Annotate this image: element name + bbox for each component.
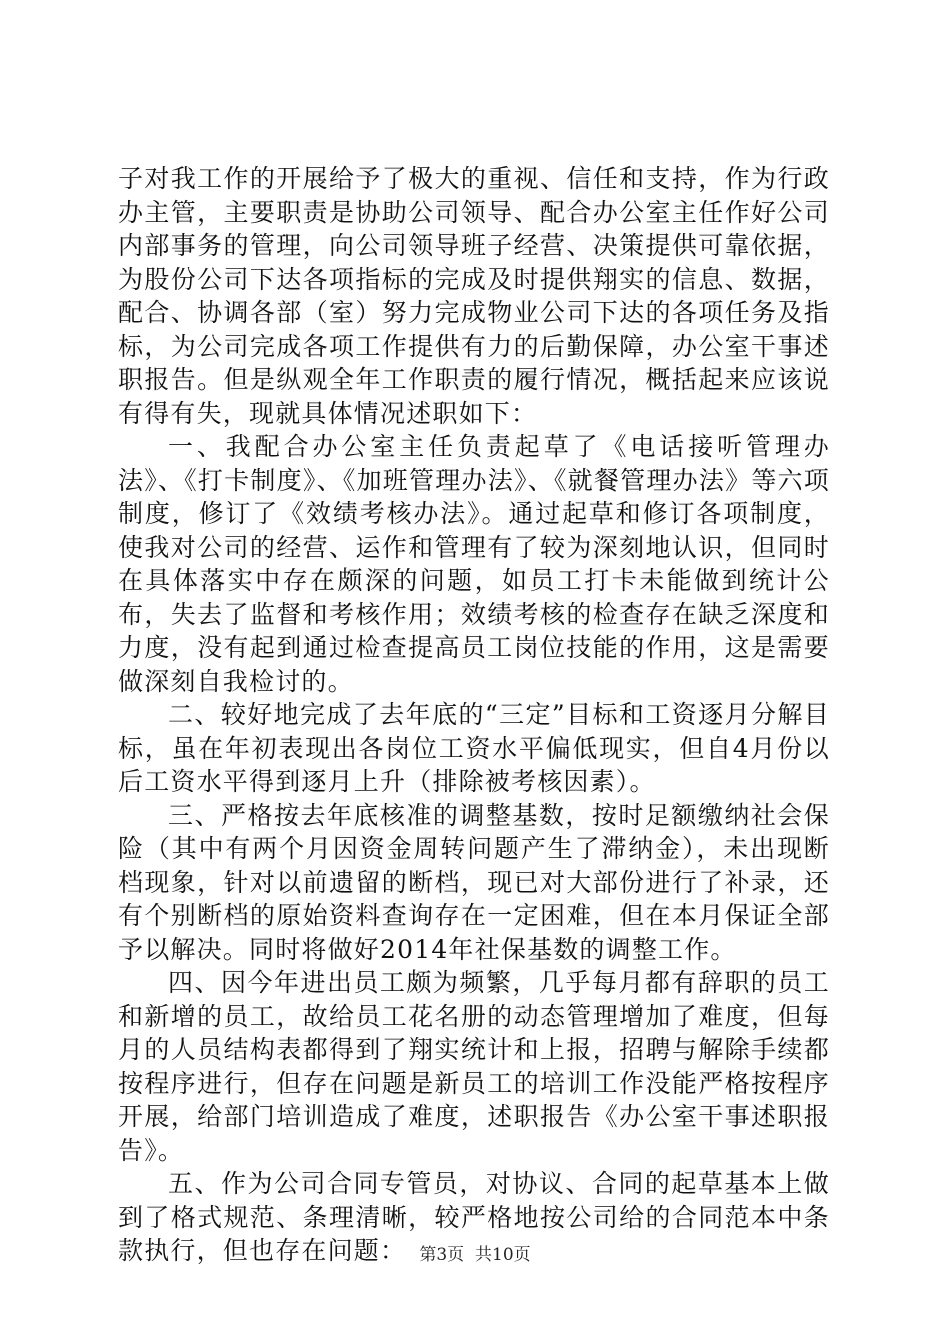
page-footer <box>0 1244 950 1266</box>
paragraph-item-3: 三、严格按去年底核准的调整基数，按时足额缴纳社会保险（其中有两个月因资金周转问题产生了滞纳金），未出现断档现象，针对以前遗留的断档，现已对大部份进行了补录，还有个别断档的原始资料查询存在一定困难，但在本月保证全部予以解决。同时将做好2014年社保基数的调整工作。 <box>118 800 830 964</box>
paragraph-item-1: 一、我配合办公室主任负责起草了《电话接听管理办法》、《打卡制度》、《加班管理办法》、《就餐管理办法》等六项制度，修订了《效绩考核办法》。通过起草和修订各项制度，使我对公司的经营、运作和管理有了较为深刻地认识，但同时在具体落实中存在颇深的问题，如员工打卡未能做到统计公布，失去了监督和考核作用；效绩考核的检查存在缺乏深度和力度，没有起到通过检查提高员工岗位技能的作用，这是需要做深刻自我检讨的。 <box>118 432 830 696</box>
page-number: 第3页 <box>419 1245 465 1265</box>
paragraph-item-2: 二、较好地完成了去年底的“三定”目标和工资逐月分解目标，虽在年初表现出各岗位工资水平偏低现实，但自4月份以后工资水平得到逐月上升（排除被考核因素）。 <box>118 700 830 796</box>
paragraph-item-5: 五、作为公司合同专管员，对协议、合同的起草基本上做到了格式规范、条理清晰，较严格地按公司给的合同范本中条款执行，但也存在问题： <box>118 1169 830 1265</box>
paragraph-intro: 子对我工作的开展给予了极大的重视、信任和支持，作为行政办主管，主要职责是协助公司领导、配合办公室主任作好公司内部事务的管理，向公司领导班子经营、决策提供可靠依据，为股份公司下达各项指标的完成及时提供翔实的信息、数据，配合、协调各部（室）努力完成物业公司下达的各项任务及指标，为公司完成各项工作提供有力的后勤保障，办公室干事述职报告。但是纵观全年工作职责的履行情况，概括起来应该说有得有失，现就具体情况述职如下： <box>118 164 830 428</box>
footer-separator <box>464 1245 475 1265</box>
page-total: 共10页 <box>475 1245 531 1265</box>
document-body <box>118 162 830 1268</box>
paragraph-item-4: 四、因今年进出员工颇为频繁，几乎每月都有辞职的员工和新增的员工，故给员工花名册的动态管理增加了难度，但每月的人员结构表都得到了翔实统计和上报，招聘与解除手续都按程序进行，但存在问题是新员工的培训工作没能严格按程序开展，给部门培训造成了难度，述职报告《办公室干事述职报告》。 <box>118 968 830 1165</box>
